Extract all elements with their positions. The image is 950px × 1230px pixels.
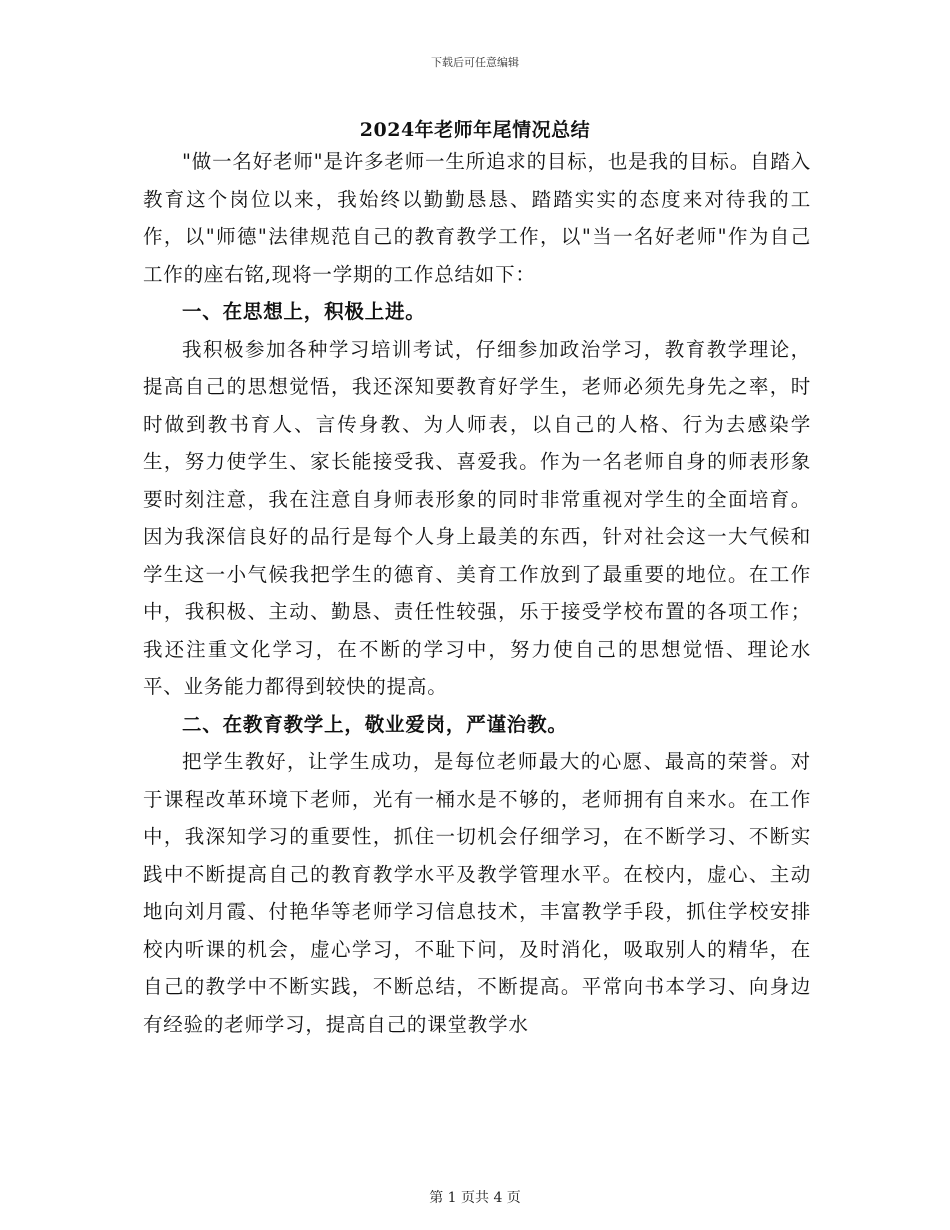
document-body: [143, 143, 811, 1043]
page-footer-number: 第 1 页共 4 页: [429, 1190, 521, 1206]
section-heading-1: 一、在思想上，积极上进。: [182, 300, 426, 323]
document-title: 2024年老师年尾情况总结: [359, 119, 591, 141]
page-header-note: 下载后可任意编辑: [431, 56, 519, 69]
paragraph-section-1: 我积极参加各种学习培训考试，仔细参加政治学习，教育教学理论，提高自己的思想觉悟，我还深知要教育好学生，老师必须先身先之率，时时做到教书育人、言传身教、为人师表，以自己的人格、行为去感染学生，努力使学生、家长能接受我、喜爱我。作为一名老师自身的师表形象要时刻注意，我在注意自身师表形象的同时非常重视对学生的全面培育。因为我深信良好的品行是每个人身上最美的东西，针对社会这一大气候和学生这一小气候我把学生的德育、美育工作放到了最重要的地位。在工作中，我积极、主动、勤恳、责任性较强，乐于接受学校布置的各项工作；我还注重文化学习，在不断的学习中，努力使自己的思想觉悟、理论水平、业务能力都得到较快的提高。: [143, 337, 811, 698]
paragraph-section-2: 把学生教好，让学生成功，是每位老师最大的心愿、最高的荣誉。对于课程改革环境下老师，光有一桶水是不够的，老师拥有自来水。在工作中，我深知学习的重要性，抓住一切机会仔细学习，在不断学习、不断实践中不断提高自己的教育教学水平及教学管理水平。在校内，虚心、主动地向刘月霞、付艳华等老师学习信息技术，丰富教学手段，抓住学校安排校内听课的机会，虚心学习，不耻下问，及时消化，吸取别人的精华，在自己的教学中不断实践，不断总结，不断提高。平常向书本学习、向身边有经验的老师学习，提高自己的课堂教学水: [143, 750, 811, 1036]
paragraph-intro: "做一名好老师"是许多老师一生所追求的目标，也是我的目标。自踏入教育这个岗位以来，我始终以勤勤恳恳、踏踏实实的态度来对待我的工作，以"师德"法律规范自己的教育教学工作，以"当一名好老师"作为自己工作的座右铭,现将一学期的工作总结如下：: [143, 150, 811, 286]
section-heading-2: 二、在教育教学上，敬业爱岗，严谨治教。: [182, 712, 568, 736]
